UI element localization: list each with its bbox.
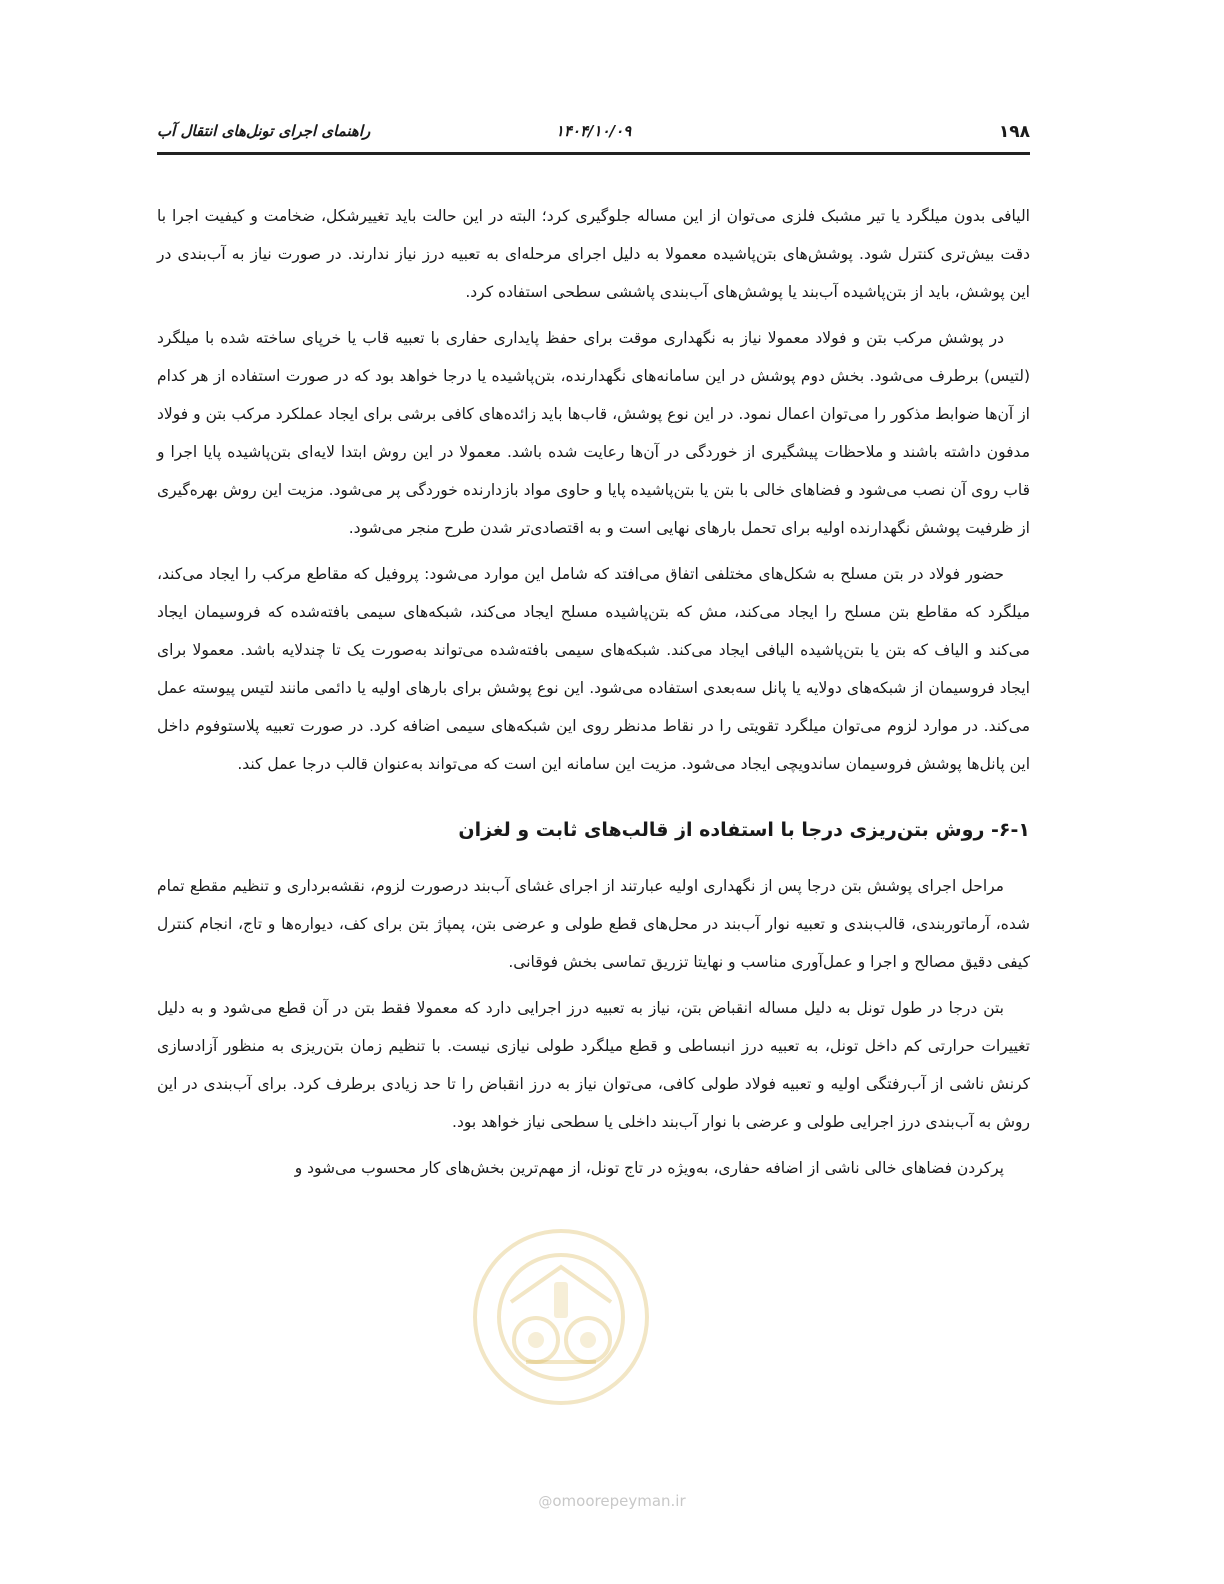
paragraph-continuation: الیافی بدون میلگرد یا تیر مشبک فلزی می‌توان از این مساله جلوگیری کرد؛ البته در این حالت باید تغییرشکل، ضخامت و کیفیت اجرا با دقت بیش‌تری کنترل شود. پوشش‌های بتن‌پاشیده معمولا به دلیل اجرای مرحله‌ای به تعبیه درز نیاز ندارند. در صورت نیاز به آب‌بندی در این پوشش، باید از بتن‌پاشیده آب‌بند یا پوشش‌های آب‌بندی پاششی سطحی استفاده کرد. <box>157 207 1030 301</box>
header-date: ۱۴۰۴/۱۰/۰۹ <box>555 122 632 140</box>
paragraph-cast-in-place-steps: مراحل اجرای پوشش بتن درجا پس از نگهداری اولیه عبارتند از اجرای غشای آب‌بند درصورت لزوم، نقشه‌برداری و تنظیم مقطع تمام شده، آرماتوربندی، قالب‌بندی و تعبیه نوار آب‌بند در محل‌های قطع طولی و عرضی بتن، پمپاژ بتن برای کف، دیواره‌ها و تاج، انجام کنترل کیفی دقیق مصالح و اجرا و عمل‌آوری مناسب و نهایتا تزریق تماسی بخش فوقانی. <box>157 877 1030 971</box>
page-body <box>157 197 1030 1187</box>
watermark-logo <box>466 1222 656 1412</box>
header-rule <box>157 152 1030 155</box>
running-title: راهنمای اجرای تونل‌های انتقال آب <box>157 122 371 140</box>
section-heading: ۶-۱- روش بتن‌ریزی درجا با استفاده از قالب‌های ثابت و لغزان <box>458 819 1030 841</box>
paragraph-void-filling: پرکردن فضاهای خالی ناشی از اضافه حفاری، به‌ویژه در تاج تونل، از مهم‌ترین بخش‌های کار محسوب می‌شود و <box>294 1159 1004 1177</box>
paragraph-joints: بتن درجا در طول تونل به دلیل مساله انقباض بتن، نیاز به تعبیه درز اجرایی دارد که معمولا فقط بتن در آن قطع می‌شود و به دلیل تغییرات حرارتی کم داخل تونل، به تعبیه درز انبساطی و قطع میلگرد طولی نیازی نیست. با تنظیم زمان بتن‌ریزی به منظور آزادسازی کرنش ناشی از آب‌رفتگی اولیه و تعبیه فولاد طولی کافی، می‌توان نیاز به درز انقباض را تا حد زیادی برطرف کرد. برای آب‌بندی در این روش به آب‌بندی درز اجرایی طولی و عرضی با نوار آب‌بند داخلی یا سطحی نیاز خواهد بود. <box>157 999 1030 1131</box>
page-header <box>157 118 1030 154</box>
watermark-site: omoorepeyman.ir <box>552 1492 686 1510</box>
paragraph-composite-lining: در پوشش مرکب بتن و فولاد معمولا نیاز به نگهداری موقت برای حفظ پایداری حفاری با تعبیه قاب یا خرپای ساخته شده با میلگرد (لتیس) برطرف می‌شود. بخش دوم پوشش در این سامانه‌های نگهدارنده، بتن‌پاشیده یا درجا خواهد بود که در صورت استفاده از هر کدام از آن‌ها ضوابط مذکور را می‌توان اعمال نمود. در این نوع پوشش، قاب‌ها باید زائده‌های کافی برشی برای ایجاد عملکرد مرکب بتن و فولاد مدفون داشته باشند و ملاحظات پیشگیری از خوردگی در آن‌ها رعایت شده باشد. معمولا در این روش ابتدا لایه‌ای بتن‌پاشیده پایا اجرا و قاب روی آن نصب می‌شود و فضاهای خالی با بتن یا بتن‌پاشیده پایا و حاوی مواد بازدارنده خوردگی پر می‌شود. مزیت این روش بهره‌گیری از ظرفیت پوشش نگهدارنده اولیه برای تحمل بارهای نهایی است و به اقتصادی‌تر شدن طرح منجر می‌شود. <box>157 329 1030 537</box>
at-icon: @ <box>538 1494 553 1510</box>
page-number: ۱۹۸ <box>998 122 1030 142</box>
paragraph-steel-forms: حضور فولاد در بتن مسلح به شکل‌های مختلفی اتفاق می‌افتد که شامل این موارد می‌شود: پروفیل که مقاطع مرکب را ایجاد می‌کند، میلگرد که مقاطع بتن مسلح را ایجاد می‌کند، مش که بتن‌پاشیده مسلح ایجاد می‌کند، شبکه‌های سیمی بافته‌شده که فروسیمان ایجاد می‌کند و الیاف که بتن یا بتن‌پاشیده الیافی ایجاد می‌کند. شبکه‌های سیمی بافته‌شده می‌تواند به‌صورت یک تا چندلایه باشد. معمولا برای ایجاد فروسیمان از شبکه‌های دولایه یا پانل سه‌بعدی استفاده می‌شود. این نوع پوشش برای بارهای اولیه یا دائمی مانند لتیس پیوسته عمل می‌کند. در موارد لزوم می‌توان میلگرد تقویتی را در نقاط مدنظر روی این شبکه‌های سیمی اضافه کرد. در صورت تعبیه پلاستوفوم داخل این پانل‌ها پوشش فروسیمان ساندویچی ایجاد می‌شود. مزیت این سامانه این است که می‌تواند به‌عنوان قالب درجا عمل کند. <box>157 565 1030 773</box>
footer-watermark <box>0 1492 1224 1510</box>
